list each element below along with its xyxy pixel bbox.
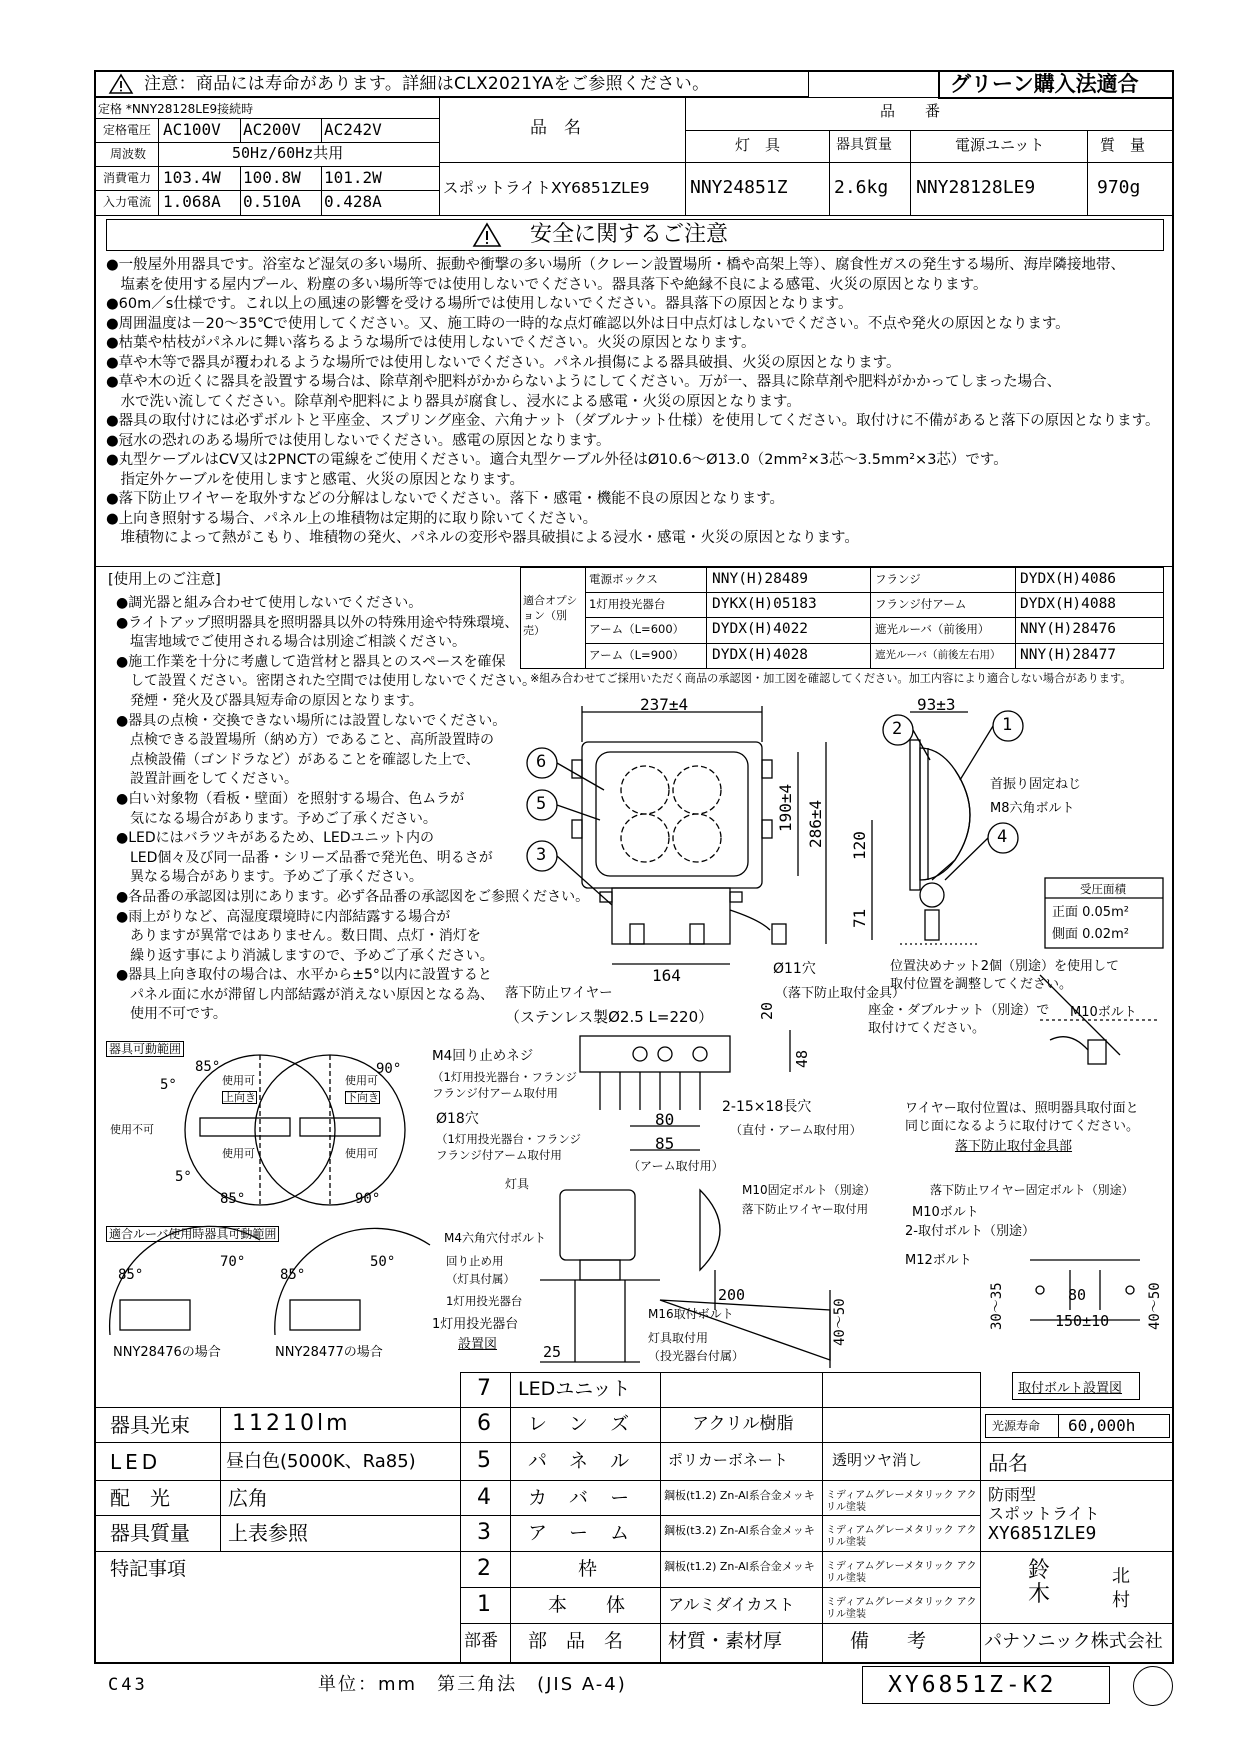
part-material: 鋼板(t1.2) Zn-Al系合金メッキ	[664, 1560, 815, 1573]
safety-line: 指定外ケーブルを使用しますと感電、火災の原因となります。	[106, 471, 525, 488]
dim-30-35: 30～35	[989, 1282, 1005, 1330]
spec-flux-label: 器具光束	[110, 1413, 190, 1437]
product-name-header: 品 名	[530, 118, 581, 138]
deg-label: 90°	[376, 1061, 402, 1077]
label-d18: Ø18穴	[436, 1111, 479, 1127]
callout-number: 2	[892, 719, 903, 739]
usable-label: 使用可	[222, 1074, 255, 1087]
name-line3: XY6851ZLE9	[988, 1523, 1097, 1544]
dim-25: 25	[543, 1343, 562, 1361]
dim-93: 93±3	[917, 695, 956, 714]
header-power-unit: 電源ユニット	[955, 136, 1045, 154]
label-fix-mount1: 灯具取付用	[648, 1331, 709, 1345]
case-477: NNY28477の場合	[275, 1345, 383, 1360]
part-material: アクリル樹脂	[692, 1414, 794, 1434]
option-cell: アーム（L=900）	[589, 648, 685, 662]
label-2bolt: 2-取付ボルト（別途）	[905, 1224, 1035, 1239]
deg-label: 90°	[355, 1191, 381, 1207]
label-washer1: 座金・ダブルナット（別途）で	[868, 1003, 1050, 1018]
dim-48: 48	[793, 1049, 811, 1068]
label-base-install1: 1灯用投光器台	[432, 1317, 519, 1332]
product-mass: 970g	[1097, 177, 1141, 198]
dim-164: 164	[652, 966, 681, 985]
part-no: 3	[477, 1520, 491, 1545]
label-wire-pos1: ワイヤー取付位置は、照明器具取付面と	[905, 1101, 1139, 1116]
signature: 村	[1112, 1590, 1130, 1611]
option-cell: アーム（L=600）	[589, 622, 685, 636]
wind-title: 受圧面積	[1080, 882, 1126, 896]
dim-85: 85	[655, 1134, 675, 1153]
safety-line: ●草や木等で器具が覆われるような場所では使用しないでください。パネル損傷による器具破損、火災の原因となります。	[106, 354, 901, 371]
safety-line: 水で洗い流してください。除草剤や肥料により器具が腐食し、浸水による感電・火災の原因となります。	[106, 393, 801, 410]
label-d18-note2: フランジ付アーム取付用	[436, 1148, 562, 1162]
deg-label: 5°	[160, 1077, 177, 1093]
safety-line: ●一般屋外用器具です。浴室など湿気の多い場所、振動や衝撃の多い場所（クレーン設置場所・橋や高架上等）、腐食性ガスの発生する場所、海岸隣接地帯、	[106, 257, 1125, 273]
label-bolt-install: 取付ボルト設置図	[1018, 1381, 1123, 1396]
usage-line: ●LEDにはバラツキがあるため、LEDユニット内の	[116, 830, 434, 847]
dim-hole11: Ø11穴	[773, 961, 816, 977]
label-base-install2: 設置図	[458, 1337, 498, 1352]
deg-label: 70°	[220, 1254, 246, 1270]
spec-notes-label: 特記事項	[110, 1558, 187, 1580]
spec-mass-label: 器具質量	[110, 1521, 190, 1545]
callout-number: 4	[997, 827, 1008, 847]
range-louver-title: 適合ルーバ使用時器具可動範囲	[106, 1226, 279, 1242]
rating-p3: 101.2W	[324, 168, 382, 187]
label-m10fix: M10固定ボルト（別途）	[742, 1183, 876, 1197]
fixture-bracket-tab	[762, 760, 772, 778]
usage-line: 点検設備（ゴンドラなど）があることを確認した上で、	[116, 751, 480, 768]
dim-80: 80	[655, 1110, 675, 1129]
usable-label: 使用可	[345, 1147, 378, 1160]
label-m4-note1: （1灯用投光器台・フランジ	[432, 1070, 578, 1084]
rating-label-power: 消費電力	[103, 171, 152, 185]
signature: 木	[1028, 1582, 1051, 1607]
label-m4-note2: フランジ付アーム取付用	[432, 1086, 558, 1100]
dim-20: 20	[758, 1001, 776, 1020]
name-line1: 防雨型	[988, 1485, 1037, 1504]
label-fall-part: 落下防止取付金具部	[955, 1139, 1073, 1154]
part-name: ア ー ム	[528, 1522, 638, 1544]
usage-line: ●施工作業を十分に考慮して造営材と器具とのスペースを確保	[116, 653, 506, 670]
part-note: ミディアムグレーメタリック アクリル塗装	[826, 1490, 977, 1513]
usage-line: 気になる場合があります。予めご了承ください。	[116, 810, 437, 827]
safety-line: ●丸型ケーブルはCV又は2PNCTの電線をご使用ください。適合丸型ケーブル外径はØ10.6～Ø13.0（2mm²×3芯～3.5mm²×3芯）です。	[106, 452, 1008, 468]
footer-unit: 単位：mm 第三角法 (JIS A-4)	[318, 1674, 627, 1695]
callout-number: 3	[536, 845, 547, 865]
label-washer2: 取付けてください。	[868, 1021, 986, 1036]
safety-line: ●草や木の近くに器具を設置する場合は、除草剤や肥料がかからないようにしてください。万が一、器具に除草剤や肥料がかかってしまった場合、	[106, 374, 1062, 390]
parts-header-note: 備 考	[850, 1630, 927, 1652]
label-fall-wire-mount: 落下防止ワイヤー取付用	[742, 1202, 869, 1216]
part-material: 鋼板(t3.2) Zn-Al系合金メッキ	[664, 1524, 815, 1537]
dim-237: 237±4	[640, 695, 689, 714]
spec-flux: 11210lm	[232, 1411, 351, 1436]
usage-line: 使用不可です。	[116, 1006, 227, 1023]
rating-p1: 103.4W	[163, 168, 221, 187]
part-note: ミディアムグレーメタリック アクリル塗装	[826, 1597, 977, 1620]
header-fixture: 灯 具	[735, 136, 781, 154]
notice-text: 注意：商品には寿命があります。詳細はCLX2021YAをご参照ください。	[144, 74, 710, 94]
label-base: 1灯用投光器台	[446, 1294, 523, 1308]
usage-line: パネル面に水が滞留し内部結露が消えない原因となる為、	[116, 986, 494, 1003]
label-m4hex: M4六角穴付ボルト	[444, 1231, 546, 1245]
usage-line: ●白い対象物（看板・壁面）を照射する場合、色ムラが	[116, 790, 465, 807]
option-cell: フランジ	[875, 572, 921, 586]
usage-line: 塩害地域でご使用される場合は別途ご相談ください。	[116, 634, 466, 651]
usage-line: ありますが異常ではありません。数日間、点灯・消灯を	[116, 928, 481, 945]
option-cell: DYDX(H)4088	[1020, 596, 1117, 612]
usage-line: ●調光器と組み合わせて使用しないでください。	[116, 595, 423, 611]
part-no: 5	[477, 1448, 491, 1473]
rating-label-current: 入力電流	[103, 195, 152, 209]
option-cell: DYDX(H)4022	[712, 621, 809, 637]
label-fall-bracket: （落下防止取付金具）	[775, 986, 906, 1001]
option-cell: 遮光ルーバ（前後用）	[875, 622, 990, 636]
deg-label: 85°	[280, 1267, 306, 1283]
parts-header-no: 部番	[464, 1631, 498, 1651]
footer-code: C43	[108, 1675, 148, 1695]
option-cell: 電源ボックス	[589, 572, 658, 586]
product-fixture: NNY24851Z	[690, 177, 788, 198]
label-m10: M10ボルト	[1070, 1005, 1137, 1020]
label-wire-pos2: 同じ面になるように取付けてください。	[905, 1119, 1140, 1134]
product-number-header: 品 番	[880, 102, 941, 120]
deg-label: 85°	[195, 1059, 221, 1075]
revision-circle	[1133, 1666, 1173, 1706]
label-fixture: 灯具	[505, 1177, 530, 1191]
rating-c1: 1.068A	[163, 192, 221, 211]
company: パナソニック株式会社	[984, 1631, 1163, 1652]
warning-icon	[472, 222, 502, 248]
safety-line: ●冠水の恐れのある場所では使用しないでください。感電の原因となります。	[106, 432, 611, 449]
callout-number: 5	[536, 794, 547, 814]
down-label: 下向き	[346, 1091, 379, 1104]
led-lens	[621, 766, 669, 814]
usage-line: 異なる場合があります。予めご了承ください。	[116, 869, 423, 886]
deg-label: 50°	[370, 1254, 396, 1270]
fixture-on-base	[560, 1190, 635, 1260]
wind-side: 側面 0.02m²	[1052, 927, 1129, 942]
dim-286: 286±4	[806, 799, 825, 848]
option-cell: NNY(H)28477	[1020, 647, 1117, 663]
spec-distribution: 広角	[228, 1486, 268, 1510]
fixture-front-frame	[582, 742, 762, 888]
safety-line: ●枯葉や枯枝がパネルに舞い落ちるような場所では使用しないでください。火災の原因となります。	[106, 335, 756, 351]
usage-title: [使用上のご注意]	[108, 572, 221, 588]
label-m16: M16取付ボルト	[648, 1307, 734, 1321]
label-rot2: （灯具付属）	[446, 1272, 515, 1286]
usable-label: 使用可	[345, 1074, 378, 1087]
product-power-unit: NNY28128LE9	[916, 177, 1036, 198]
options-label: 適合オプション（別売）	[523, 594, 578, 637]
usable-label: 使用可	[222, 1147, 255, 1160]
option-cell: DYDX(H)4028	[712, 647, 809, 663]
option-cell: フランジ付アーム	[875, 597, 967, 611]
option-cell: 1灯用投光器台	[589, 597, 666, 611]
label-fix-mount2: （投光器台付属）	[648, 1349, 745, 1363]
dim-71: 71	[850, 908, 869, 928]
usage-line: ●ライトアップ照明器具を照明器具以外の特殊用途や特殊環境、	[116, 614, 519, 631]
range-title: 器具可動範囲	[106, 1041, 184, 1057]
safety-line: ●落下防止ワイヤーを取外すなどの分解はしないでください。落下・感電・機能不良の原因となります。	[106, 491, 785, 507]
safety-list	[106, 256, 1166, 549]
safety-line: ●上向き照射する場合、パネル上の堆積物は定期的に取り除いてください。	[106, 510, 598, 527]
wind-front: 正面 0.05m²	[1052, 905, 1129, 920]
part-material: ポリカーボネート	[668, 1451, 788, 1469]
arm-pivot	[920, 883, 944, 907]
fixture-lens-panel	[596, 752, 748, 876]
spec-mass: 上表参照	[228, 1521, 308, 1545]
safety-line: ●60m／s仕様です。これ以上の風速の影響を受ける場所では使用しないでください。器具落下の原因となります。	[106, 296, 853, 312]
fixture-bracket-tab	[572, 760, 582, 778]
part-name: LEDユニット	[518, 1378, 631, 1400]
part-name: レ ン ズ	[528, 1413, 638, 1435]
usage-line: LED個々及び同一品番・シリーズ品番で発光色、明るさが	[116, 849, 493, 866]
part-no: 7	[477, 1376, 491, 1401]
rating-v3: AC242V	[324, 120, 382, 139]
header-fixture-mass: 器具質量	[836, 137, 892, 153]
name-line2: スポットライト	[988, 1504, 1100, 1523]
options-note: ※組み合わせてご採用いただく商品の承認図・加工図を確認してください。加工内容により適合しない場合があります。	[530, 672, 1132, 685]
dim-120: 120	[850, 831, 869, 860]
led-lens	[621, 814, 669, 862]
label-m8: M8六角ボルト	[990, 801, 1075, 816]
usage-line: 繰り返す事により消滅しますので、予めご了承ください。	[116, 947, 494, 964]
product-fixture-mass: 2.6kg	[834, 177, 889, 198]
fixture-bracket-tab	[572, 820, 582, 838]
part-name: 枠	[578, 1558, 598, 1580]
name-label: 品名	[988, 1451, 1028, 1475]
dim-200: 200	[718, 1286, 746, 1304]
rating-title: 定格 *NNY28128LE9接続時	[98, 102, 254, 116]
label-nut-note2: 取付位置を調整してください。	[890, 977, 1073, 992]
deg-label: 85°	[118, 1267, 144, 1283]
deg-label: 85°	[220, 1191, 246, 1207]
rating-v2: AC200V	[243, 120, 301, 139]
parts-header-name: 部 品 名	[528, 1630, 624, 1652]
label-m12: M12ボルト	[905, 1253, 972, 1268]
option-cell: DYKX(H)05183	[712, 596, 817, 612]
spec-led-label: LED	[110, 1450, 162, 1474]
label-m4: M4回り止めネジ	[432, 1048, 534, 1064]
label-rot1: 回り止め用	[446, 1254, 504, 1268]
label-wire-spec: （ステンレス製Ø2.5 L=220）	[505, 1008, 714, 1026]
green-badge-text: グリーン購入法適合	[950, 72, 1139, 96]
rating-label-freq: 周波数	[110, 147, 147, 161]
part-note: ミディアムグレーメタリック アクリル塗装	[826, 1525, 977, 1548]
part-no: 6	[477, 1411, 491, 1436]
rating-v1: AC100V	[163, 120, 221, 139]
label-m10b: M10ボルト	[912, 1205, 979, 1220]
part-name: パ ネ ル	[528, 1450, 638, 1472]
rating-label-voltage: 定格電圧	[103, 123, 152, 137]
dim-40-50: 40～50	[832, 1298, 848, 1346]
led-lens	[673, 814, 721, 862]
part-no: 2	[477, 1556, 491, 1581]
signature: 北	[1112, 1566, 1130, 1587]
safety-line: 塩素を使用する屋内プール、粉塵の多い場所等では使用しないでください。器具落下や絶縁不良による感電、火災の原因となります。	[106, 276, 988, 293]
rating-freq: 50Hz/60Hz共用	[232, 144, 344, 162]
case-476: NNY28476の場合	[113, 1345, 221, 1360]
part-no: 1	[477, 1592, 491, 1617]
parts-header-material: 材質・素材厚	[668, 1630, 783, 1652]
label-screw: 首振り固定ねじ	[990, 777, 1082, 792]
option-cell: NNY(H)28489	[712, 571, 809, 587]
usage-line: して設置ください。密閉された空間では使用しないでください。	[116, 673, 536, 690]
rating-p2: 100.8W	[243, 168, 301, 187]
label-d18-note1: （1灯用投光器台・フランジ	[436, 1132, 582, 1146]
safety-line: ●周囲温度は－20～35℃で使用してください。又、施工時の一時的な点灯確認以外は日中点灯はしないでください。不点や発火の原因となります。	[106, 315, 1070, 332]
deg-label: 5°	[175, 1169, 192, 1185]
product-name: スポットライトXY6851ZLE9	[443, 179, 650, 197]
part-material: 鋼板(t1.2) Zn-Al系合金メッキ	[664, 1489, 815, 1502]
part-no: 4	[477, 1485, 491, 1510]
label-fall-bolt: 落下防止ワイヤー固定ボルト（別途）	[930, 1183, 1134, 1197]
signature: 鈴	[1028, 1558, 1051, 1583]
part-name: 本 体	[548, 1594, 636, 1616]
usage-line: ●器具の点検・交換できない場所には設置しないでください。	[116, 712, 507, 729]
fixture-bracket-tab	[762, 820, 772, 838]
usage-line: ●雨上がりなど、高湿度環境時に内部結露する場合が	[116, 908, 451, 925]
callout-number: 6	[536, 752, 547, 772]
header-mass: 質 量	[1100, 136, 1146, 154]
led-lens	[673, 766, 721, 814]
part-note: ミディアムグレーメタリック アクリル塗装	[826, 1561, 977, 1584]
life-value: 60,000h	[1068, 1416, 1136, 1435]
dim-80b: 80	[1068, 1286, 1087, 1304]
dim-40-50b: 40～50	[1147, 1282, 1163, 1330]
label-wire: 落下防止ワイヤー	[505, 985, 613, 1001]
rating-c2: 0.510A	[243, 192, 301, 211]
drawing-number: XY6851Z-K2	[888, 1672, 1057, 1698]
part-note: 透明ツヤ消し	[832, 1451, 923, 1469]
safety-title: 安全に関するご注意	[530, 222, 729, 247]
label-slot-note: （直付・アーム取付用）	[730, 1123, 862, 1137]
label-nut-note1: 位置決めナット2個（別途）を使用して	[890, 959, 1120, 974]
bolt-install-box	[1012, 1372, 1140, 1400]
safety-line: ●器具の取付けには必ずボルトと平座金、スプリング座金、六角ナット（ダブルナット仕様）を使用してください。取付けに不備があると落下の原因となります。	[106, 413, 1160, 429]
up-label: 上向き	[223, 1091, 256, 1104]
part-name: カ バ ー	[528, 1487, 638, 1509]
option-cell: DYDX(H)4086	[1020, 571, 1117, 587]
option-cell: 遮光ルーバ（前後左右用）	[875, 649, 1001, 661]
dim-150: 150±10	[1055, 1312, 1110, 1330]
part-material: アルミダイカスト	[668, 1595, 795, 1614]
dim-190: 190±4	[776, 783, 795, 832]
rating-c3: 0.428A	[324, 192, 382, 211]
life-label: 光源寿命	[992, 1419, 1041, 1433]
usage-line: ●器具上向き取付の場合は、水平から±5°以内に設置すると	[116, 967, 492, 984]
safety-line: 堆積物によって熱がこもり、堆積物の発火、パネルの変形や器具破損による浸水・感電・火災の原因となります。	[106, 530, 859, 546]
label-slot: 2-15×18長穴	[722, 1099, 812, 1115]
usage-line: 発煙・発火及び器具短寿命の原因となります。	[116, 692, 423, 709]
spec-led: 昼白色(5000K、Ra85)	[226, 1451, 416, 1472]
usage-line: ●各品番の承認図は別にあります。必ず各品番の承認図をご参照ください。	[116, 888, 590, 905]
spec-distribution-label: 配 光	[110, 1486, 170, 1510]
callout-number: 1	[1002, 715, 1013, 735]
option-cell: NNY(H)28476	[1020, 621, 1117, 637]
usage-line: 点検できる設置場所（納め方）であること、高所設置時の	[116, 732, 494, 749]
usage-line: 設置計画をしてください。	[116, 771, 298, 788]
label-arm-use: （アーム取付用）	[628, 1159, 724, 1173]
unusable-label: 使用不可	[110, 1123, 154, 1136]
